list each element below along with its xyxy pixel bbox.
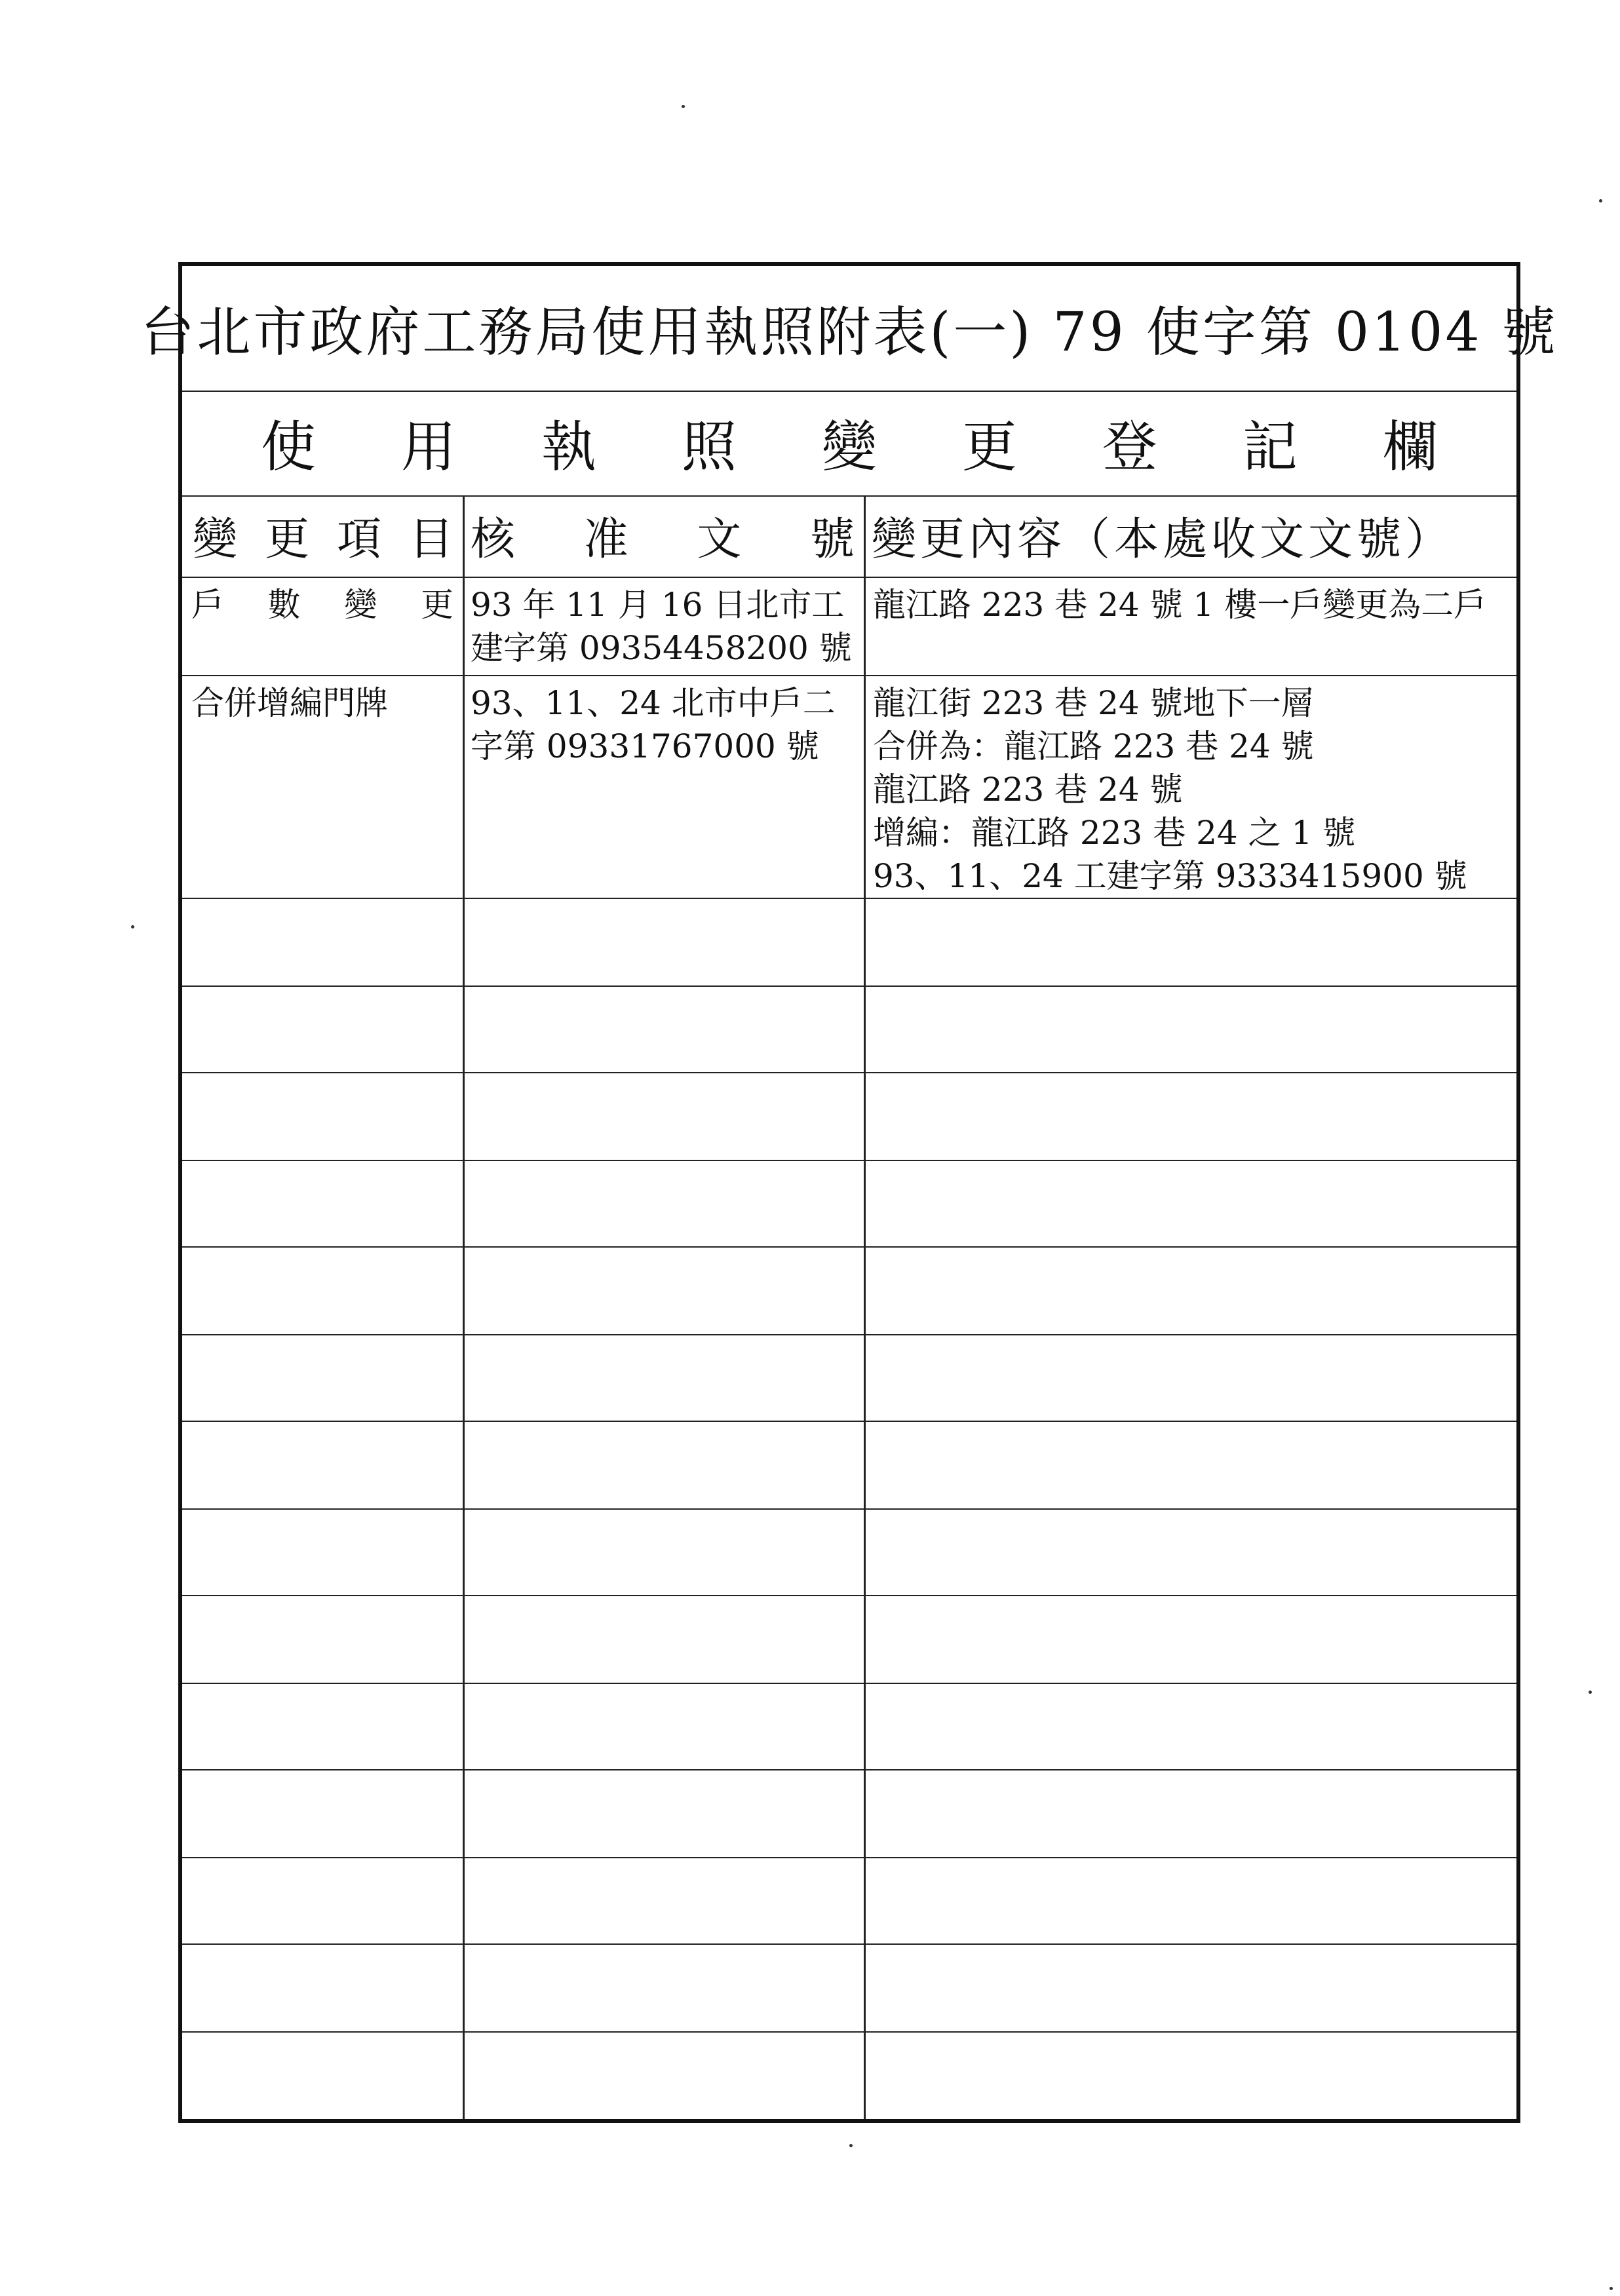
- heading-char: 欄: [1382, 414, 1438, 479]
- row-2-item: [191, 681, 388, 725]
- column-divider: [864, 495, 866, 2119]
- row-divider: [182, 1160, 1516, 1161]
- scan-speck: [1599, 199, 1602, 202]
- heading-char: 用: [400, 414, 456, 479]
- row-divider: [182, 1943, 1516, 1945]
- heading-char: 登: [1102, 414, 1157, 479]
- header-char: 文: [697, 513, 742, 565]
- content-line: 龍江路 223 巷 24 號 1 樓一戶變更為二戶: [873, 586, 1487, 624]
- row-divider: [182, 1683, 1516, 1684]
- content-line: 龍江路 223 巷 24 號: [873, 771, 1183, 809]
- row-divider: [182, 1595, 1516, 1596]
- license-table: [140, 262, 1558, 2123]
- scan-speck: [1610, 2287, 1613, 2290]
- approval-line: 字第 09331767000 號: [471, 727, 819, 765]
- item-char: 變: [344, 586, 377, 624]
- heading-char: 更: [961, 414, 1017, 479]
- scan-speck: [682, 105, 685, 108]
- divider: [182, 577, 1516, 578]
- document-title: 台北市政府工務局使用執照附表(一) 79 使字第 0104 號: [140, 301, 1558, 364]
- row-1-item: [191, 583, 453, 626]
- scan-speck: [1589, 1691, 1592, 1694]
- item-char: 數: [267, 586, 301, 624]
- header-approval: [471, 497, 855, 574]
- header-char: 核: [471, 513, 516, 565]
- content-line: 合併為：龍江路 223 巷 24 號: [873, 727, 1314, 765]
- row-divider: [182, 1421, 1516, 1422]
- header-char: 更: [264, 513, 309, 565]
- header-char: 目: [408, 513, 453, 565]
- approval-line: 93、11、24 北市中戶二: [471, 684, 836, 722]
- row-1-approval: [471, 583, 852, 670]
- heading-char: 使: [261, 414, 317, 479]
- header-item: [193, 497, 453, 574]
- row-divider: [182, 985, 1516, 987]
- row-2-content: [873, 681, 1467, 898]
- row-1-content: [873, 583, 1486, 626]
- row-divider: [182, 1769, 1516, 1770]
- heading-char: 照: [681, 414, 737, 479]
- row-divider: [182, 675, 1516, 676]
- row-divider: [182, 1857, 1516, 1858]
- row-divider: [182, 1334, 1516, 1335]
- heading-char: 變: [821, 414, 877, 479]
- heading-char: 執: [541, 414, 596, 479]
- row-divider: [182, 898, 1516, 899]
- header-char: 准: [583, 513, 628, 565]
- column-divider: [463, 495, 465, 2119]
- row-2-approval: [471, 681, 836, 768]
- item-text: 合併增編門牌: [191, 684, 388, 722]
- content-line: 龍江街 223 巷 24 號地下一層: [873, 684, 1314, 722]
- row-divider: [182, 2031, 1516, 2033]
- header-content: 變更內容（本處收文文號）: [872, 513, 1454, 565]
- header-char: 變: [193, 513, 238, 565]
- content-line: 93、11、24 工建字第 9333415900 號: [873, 857, 1467, 895]
- item-char: 更: [420, 586, 453, 624]
- content-line: 增編：龍江路 223 巷 24 之 1 號: [873, 814, 1356, 852]
- row-divider: [182, 1246, 1516, 1248]
- scan-speck: [849, 2144, 853, 2147]
- row-divider: [182, 1508, 1516, 1510]
- section-heading: [261, 391, 1438, 494]
- header-char: 項: [336, 513, 381, 565]
- heading-char: 記: [1242, 414, 1298, 479]
- item-char: 戶: [191, 586, 224, 624]
- approval-line: 建字第 09354458200 號: [471, 629, 852, 667]
- row-divider: [182, 1072, 1516, 1073]
- approval-line: 93 年 11 月 16 日北市工: [471, 586, 845, 624]
- header-char: 號: [809, 513, 855, 565]
- scan-speck: [131, 925, 134, 928]
